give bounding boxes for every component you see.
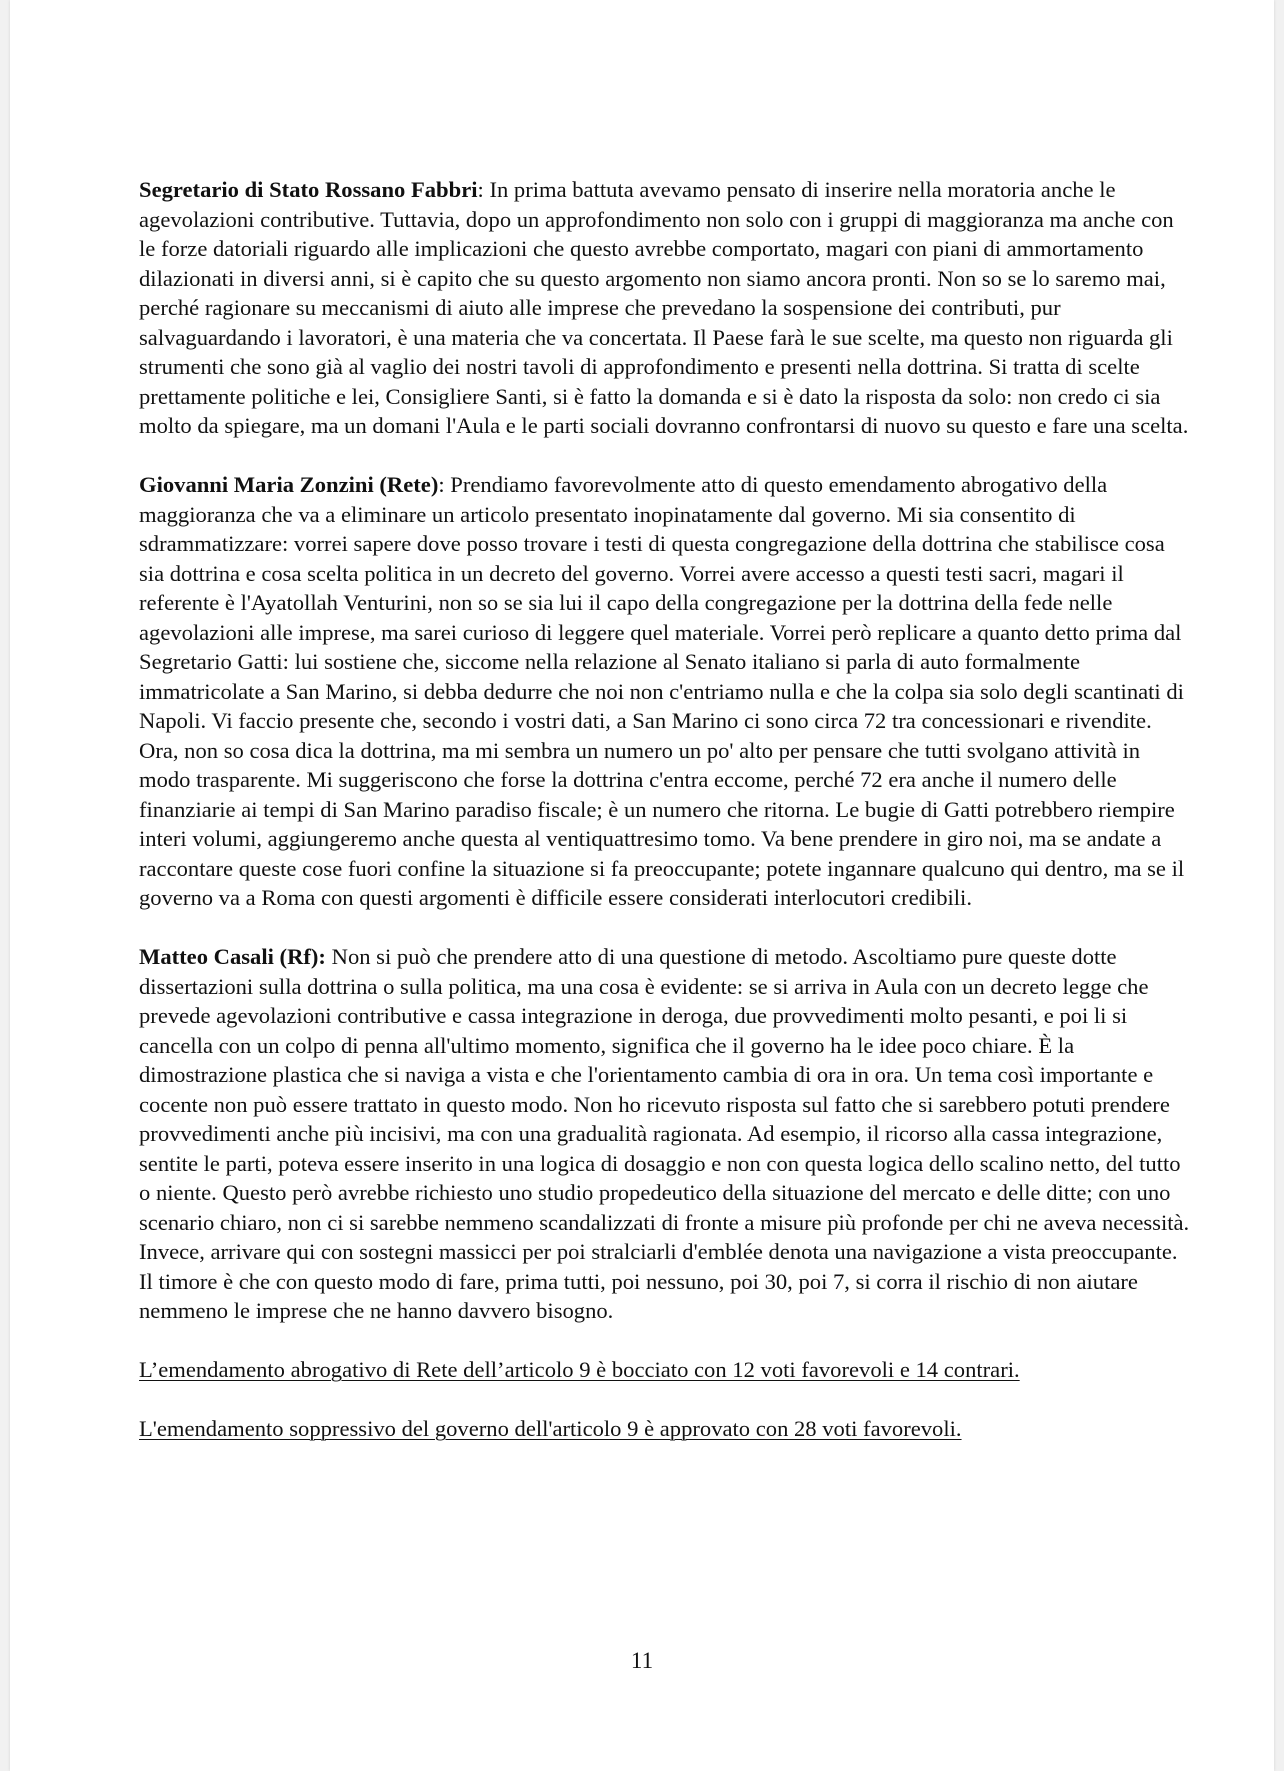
intervention-paragraph [139, 942, 1191, 1326]
page-content [139, 175, 1191, 1473]
intervention-text: In prima battuta avevamo pensato di inserire nella moratoria anche le agevolazioni contributive. Tuttavia, dopo un approfondimento non solo con i gruppi di maggioranza ma anche con le forze datoriali riguardo alle implicazioni che questo avrebbe comportato, magari con piani di ammortamento dilazionati in diversi anni, si è capito che su questo argomento non siamo ancora pronti. Non so se lo saremo mai, perché ragionare su meccanismi di aiuto alle imprese che prevedano la sospensione dei contributi, pur salvaguardando i lavoratori, è una materia che va concertata. Il Paese farà le sue scelte, ma questo non riguarda gli strumenti che sono già al vaglio dei nostri tavoli di approfondimento e presenti nella dottrina. Si tratta di scelte prettamente politiche e lei, Consigliere Santi, si è fatto la domanda e si è dato la risposta da solo: non credo ci sia molto da spiegare, ma un domani l'Aula e le parti sociali dovranno confrontarsi di nuovo su questo e fare una scelta. [139, 177, 1189, 438]
speaker-name: Matteo Casali (Rf): [139, 944, 326, 969]
vote-result: L'emendamento soppressivo del governo dell'articolo 9 è approvato con 28 voti favorevoli. [139, 1416, 962, 1441]
speaker-name: Segretario di Stato Rossano Fabbri [139, 177, 478, 202]
intervention-paragraph [139, 175, 1191, 441]
page-number: 11 [630, 1648, 654, 1673]
speaker-separator: : [477, 177, 490, 202]
speaker-name: Giovanni Maria Zonzini (Rete) [139, 472, 439, 497]
intervention-text: Non si può che prendere atto di una questione di metodo. Ascoltiamo pure queste dotte dissertazioni sulla dottrina o sulla politica, ma una cosa è evidente: se si arriva in Aula con un decreto legge che prevede agevolazioni contributive e cassa integrazione in deroga, due provvedimenti molto pesanti, e poi li si cancella con un colpo di penna all'ultimo momento, significa che il governo ha le idee poco chiare. È la dimostrazione plastica che si naviga a vista e che l'orientamento cambia di ora in ora. Un tema così importante e cocente non può essere trattato in questo modo. Non ho ricevuto risposta sul fatto che si sarebbero potuti prendere provvedimenti anche più incisivi, ma con una gradualità ragionata. Ad esempio, il ricorso alla cassa integrazione, sentite le parti, poteva essere inserito in una logica di dosaggio e non con questa logica dello scalino netto, del tutto o niente. Questo però avrebbe richiesto uno studio propedeutico della situazione del mercato e delle ditte; con uno scenario chiaro, non ci si sarebbe nemmeno scandalizzati di fronte a misure più profonde per chi ne aveva necessità. Invece, arrivare qui con sostegni massicci per poi stralciarli d'emblée denota una navigazione a vista preoccupante. Il timore è che con questo modo di fare, prima tutti, poi nessuno, poi 30, poi 7, si corra il rischio di non aiutare nemmeno le imprese che ne hanno davvero bisogno. [139, 944, 1190, 1323]
speaker-separator: : [438, 472, 451, 497]
vote-result: L’emendamento abrogativo di Rete dell’articolo 9 è bocciato con 12 voti favorevoli e 14 contrari. [139, 1357, 1020, 1382]
intervention-paragraph [139, 470, 1191, 913]
intervention-text: Prendiamo favorevolmente atto di questo emendamento abrogativo della maggioranza che va a eliminare un articolo presentato inopinatamente dal governo. Mi sia consentito di sdrammatizzare: vorrei sapere dove posso trovare i testi di questa congregazione della dottrina che stabilisce cosa sia dottrina e cosa scelta politica in un decreto del governo. Vorrei avere accesso a questi testi sacri, magari il referente è l'Ayatollah Venturini, non so se sia lui il capo della congregazione per la dottrina della fede nelle agevolazioni alle imprese, ma sarei curioso di leggere quel materiale. Vorrei però replicare a quanto detto prima dal Segretario Gatti: lui sostiene che, siccome nella relazione al Senato italiano si parla di auto formalmente immatricolate a San Marino, si debba dedurre che noi non c'entriamo nulla e che la colpa sia solo degli scantinati di Napoli. Vi faccio presente che, secondo i vostri dati, a San Marino ci sono circa 72 tra concessionari e rivendite. Ora, non so cosa dica la dottrina, ma mi sembra un numero un po' alto per pensare che tutti svolgano attività in modo trasparente. Mi suggeriscono che forse la dottrina c'entra eccome, perché 72 era anche il numero delle finanziarie ai tempi di San Marino paradiso fiscale; è un numero che ritorna. Le bugie di Gatti potrebbero riempire interi volumi, aggiungeremo anche questa al ventiquattresimo tomo. Va bene prendere in giro noi, ma se andate a raccontare queste cose fuori confine la situazione si fa preoccupante; potete ingannare qualcuno qui dentro, ma se il governo va a Roma con questi argomenti è difficile essere considerati interlocutori credibili. [139, 472, 1185, 910]
document-page [10, 0, 1274, 1771]
